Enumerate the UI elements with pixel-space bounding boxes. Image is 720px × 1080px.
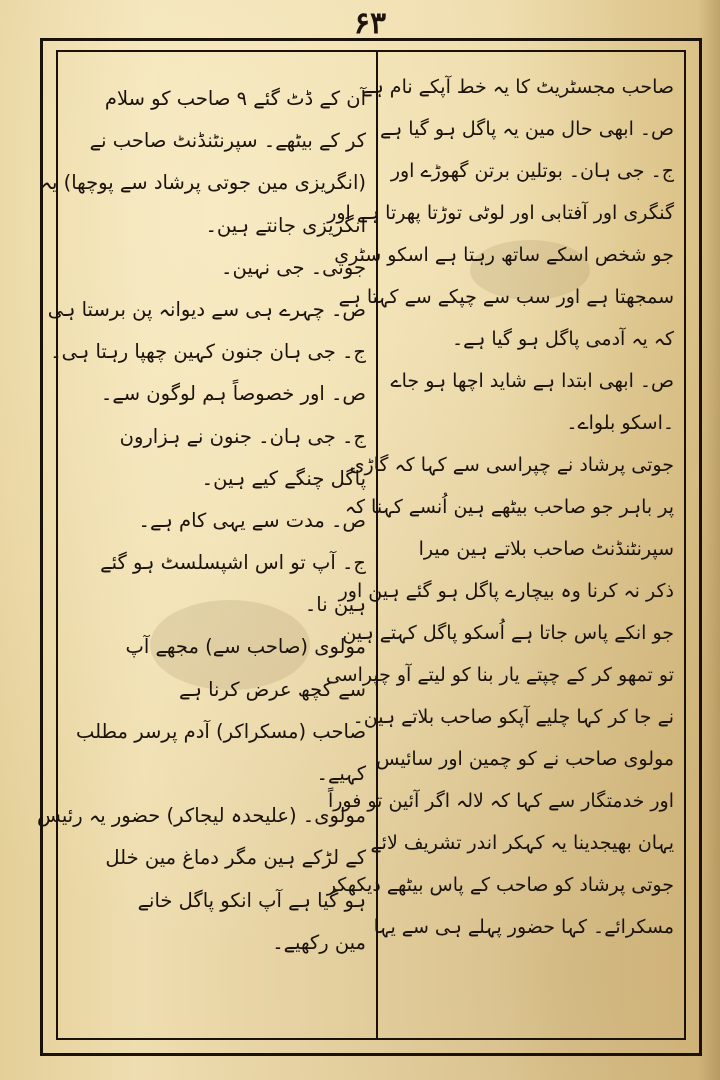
text-line: جوتی پرشاد کو صاحب کے پاس بیٹھے دیکھکر <box>326 874 674 896</box>
text-line: جو شخص اسکے ساتھ رہتا ہے اسکو سٹری <box>334 244 674 266</box>
text-line: مولوی۔ (علیحدہ لیجاکر) حضور یہ رئیس <box>37 804 366 828</box>
text-line: تو تمھو کر کے چپتے یار بنا کو لیتے آو چپراسی <box>325 664 674 686</box>
text-line: ص۔ مدت سے یہی کام ہے۔ <box>138 508 366 532</box>
text-line: جوتی پرشاد نے چپراسی سے کہا کہ گاڑی <box>349 454 674 476</box>
text-line: آن کے ڈٹ گئے ۹ صاحب کو سلام <box>104 87 366 110</box>
text-line: ص۔ ابھی حال مین یہ پاگل ہو گیا ہے <box>379 118 674 140</box>
text-line: ہین نا۔ <box>304 593 366 617</box>
text-line: اور خدمتگار سے کہا کہ لالہ اگر آئین تو فوراً <box>327 790 674 812</box>
text-line: صاحب (مسکراکر) آدم پرسر مطلب <box>75 719 366 743</box>
text-line: نے جا کر کہا چلیے آپکو صاحب بلاتے ہین۔ <box>352 706 674 728</box>
page-number: ۶۳ <box>353 6 387 41</box>
text-line: ج۔ آپ تو اس اشپسلسٹ ہو گئے <box>100 551 366 575</box>
text-line: سپرنٹنڈنٹ صاحب بلاتے ہین میرا <box>418 538 674 560</box>
text-line: مولوی صاحب نے کو چمین اور سائیس <box>376 748 674 770</box>
text-line: (انگریزی مین جوتی پرشاد سے پوچھا) یہ <box>40 171 366 195</box>
text-line: ج۔ جی ہان۔ بوتلین برتن گھوڑے اور <box>390 160 674 182</box>
text-line: سمجھتا ہے اور سب سے چپکے سے کہتا ہے <box>338 286 674 308</box>
text-line: ج۔ جی ہان جنون کہین چھپا رہتا ہی۔ <box>50 340 366 364</box>
text-line: گنگری اور آفتابی اور لوٹی توڑتا پھرتا ہے اور <box>327 202 674 224</box>
text-line: جو انکے پاس جاتا ہے اُسکو پاگل کہتے ہین <box>342 622 674 644</box>
text-line: کہ یہ آدمی پاگل ہو گیا ہے۔ <box>451 328 674 350</box>
text-line: مسکرائے۔ کہا حضور پہلے ہی سے یہا <box>373 916 674 938</box>
text-line: کہیے۔ <box>316 762 366 785</box>
text-line: انگریزی جانتے ہین۔ <box>205 213 366 237</box>
text-line: کر کے بیٹھے۔ سپرنٹنڈنٹ صاحب نے <box>89 129 366 153</box>
text-line: ص۔ چہرے ہی سے دیوانہ پن برستا ہی <box>47 297 366 321</box>
text-line: مولوی (صاحب سے) مجھے آپ <box>125 635 366 659</box>
text-line: پاگل چنگے کیے ہین۔ <box>201 466 366 490</box>
text-line: مین رکھیے۔ <box>272 930 366 954</box>
text-line: پر باہر جو صاحب بیٹھے ہین اُنسے کہنا کہ <box>344 496 674 518</box>
text-line: ص۔ ابھی ابتدا ہے شاید اچھا ہو جاے <box>390 370 674 392</box>
text-line: سے کچھ عرض کرنا ہے <box>179 677 366 701</box>
text-line: ذکر نہ کرنا وہ بیچارے پاگل ہو گئے ہین اور <box>338 580 674 602</box>
text-line: ص۔ اور خصوصاً ہم لوگون سے۔ <box>100 382 366 406</box>
text-line: ہو گیا ہے آپ انکو پاگل خانے <box>137 888 366 912</box>
text-line: یہان بھیجدینا یہ کہکر اندر تشریف لائے <box>370 832 674 854</box>
text-line: کے لڑکے ہین مگر دماغ مین خلل <box>105 846 366 870</box>
text-line: جوتی۔ جی نہین۔ <box>221 255 366 279</box>
text-line: ۔اسکو بلواے۔ <box>566 412 674 434</box>
left-column <box>37 78 368 964</box>
text-line: ج۔ جی ہان۔ جنون نے ہزارون <box>119 424 366 448</box>
text-line: صاحب مجسٹریٹ کا یہ خط آپکے نام ہے <box>361 76 674 98</box>
